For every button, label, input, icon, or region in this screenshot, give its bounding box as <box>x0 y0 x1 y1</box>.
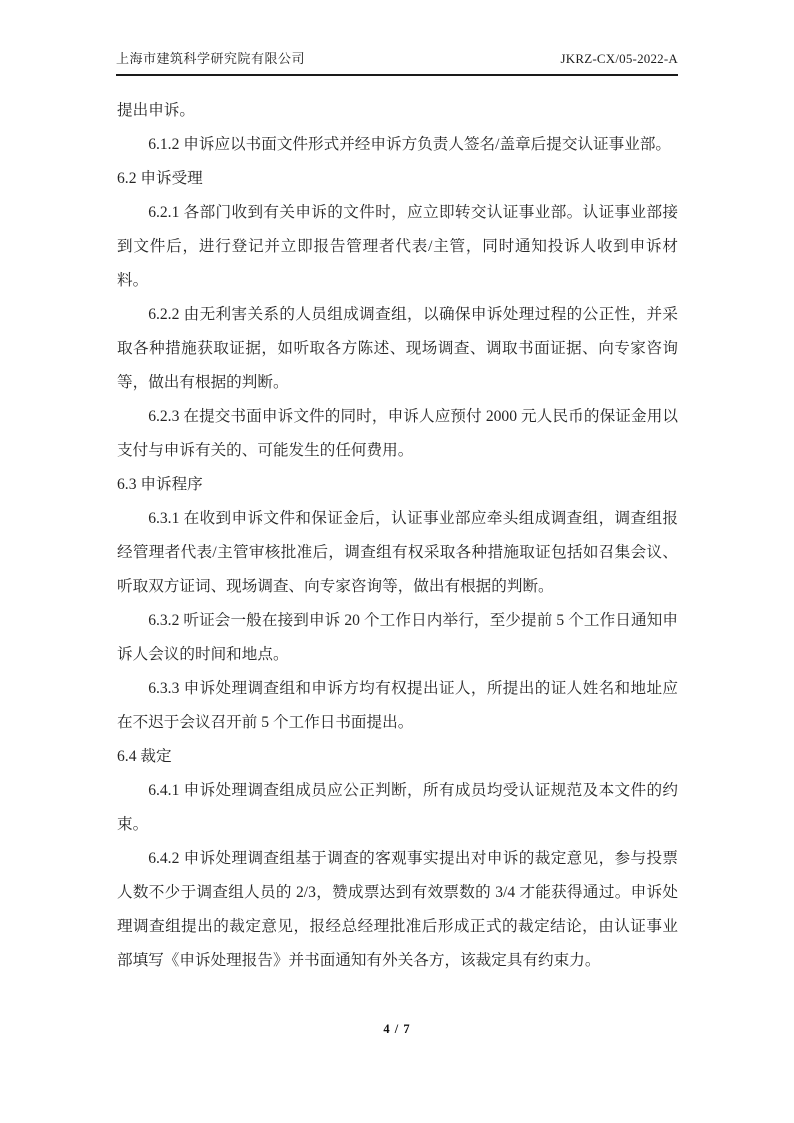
paragraph-6-2-3: 6.2.3 在提交书面申诉文件的同时，申诉人应预付 2000 元人民币的保证金用以支付与申诉有关的、可能发生的任何费用。 <box>117 408 678 459</box>
document-body <box>117 94 678 978</box>
paragraph-6-4-1: 6.4.1 申诉处理调查组成员应公正判断，所有成员均受认证规范及本文件的约束。 <box>117 782 678 833</box>
page-header <box>116 48 678 76</box>
paragraph-6-4-2: 6.4.2 申诉处理调查组基于调查的客观事实提出对申诉的裁定意见，参与投票人数不少于调查组人员的 2/3，赞成票达到有效票数的 3/4 才能获得通过。申诉处理调查组提出的裁定意见，报经总经理批准后形成正式的裁定结论，由认证事业部填写《申诉处理报告》并书面通知有外关各方，该裁定具有约束力。 <box>117 850 678 969</box>
page-footer <box>0 1020 794 1038</box>
paragraph-6-3-3: 6.3.3 申诉处理调查组和申诉方均有权提出证人，所提出的证人姓名和地址应在不迟于会议召开前 5 个工作日书面提出。 <box>117 680 678 731</box>
paragraph-6-1-2: 6.1.2 申诉应以书面文件形式并经申诉方负责人签名/盖章后提交认证事业部。 <box>148 136 672 153</box>
section-heading-6-2: 6.2 申诉受理 <box>117 170 203 187</box>
paragraph-6-3-2: 6.3.2 听证会一般在接到申诉 20 个工作日内举行，至少提前 5 个工作日通知申诉人会议的时间和地点。 <box>117 612 678 663</box>
paragraph-6-2-1: 6.2.1 各部门收到有关申诉的文件时，应立即转交认证事业部。认证事业部接到文件后，进行登记并立即报告管理者代表/主管，同时通知投诉人收到申诉材料。 <box>117 204 678 289</box>
paragraph-6-2-2: 6.2.2 由无利害关系的人员组成调查组，以确保申诉处理过程的公正性，并采取各种措施获取证据，如听取各方陈述、现场调查、调取书面证据、向专家咨询等，做出有根据的判断。 <box>117 306 678 391</box>
section-heading-6-4: 6.4 裁定 <box>117 748 172 765</box>
page-number: 4 / 7 <box>383 1022 411 1036</box>
company-name: 上海市建筑科学研究院有限公司 <box>116 51 306 66</box>
section-heading-6-3: 6.3 申诉程序 <box>117 476 203 493</box>
paragraph-continuation: 提出申诉。 <box>117 102 195 119</box>
paragraph-6-3-1: 6.3.1 在收到申诉文件和保证金后，认证事业部应牵头组成调查组，调查组报经管理者代表/主管审核批准后，调查组有权采取各种措施取证包括如召集会议、听取双方证词、现场调查、向专家咨询等，做出有根据的判断。 <box>117 510 678 595</box>
document-number: JKRZ-CX/05-2022-A <box>560 51 678 66</box>
